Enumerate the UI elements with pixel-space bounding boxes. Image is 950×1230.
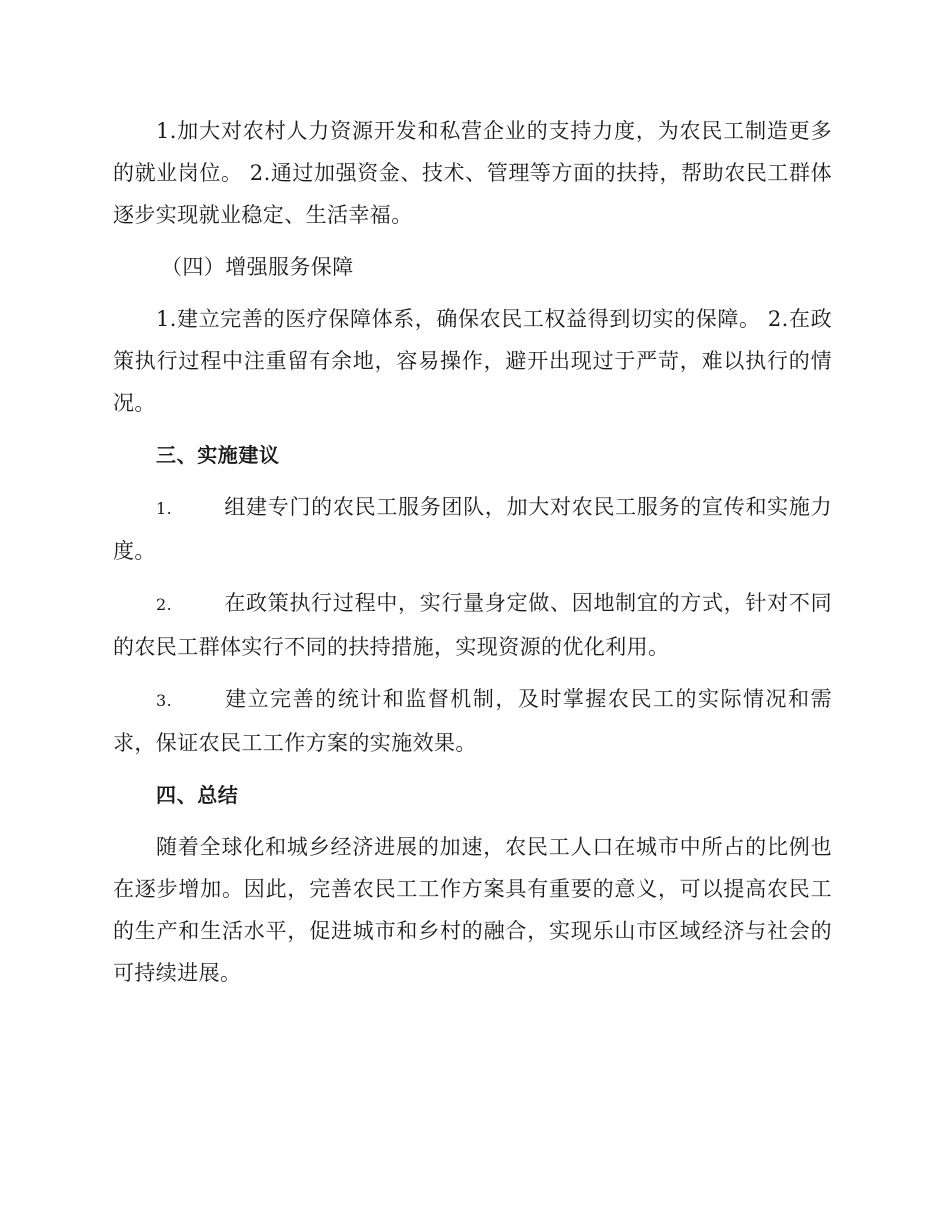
list-item	[113, 582, 832, 668]
paragraph-employment-support: 1.加大对农村人力资源开发和私营企业的支持力度，为农民工制造更多的就业岗位。 2.通过加强资金、技术、管理等方面的扶持，帮助农民工群体逐步实现就业稳定、生活幸福。	[113, 119, 832, 227]
list-item	[113, 486, 832, 572]
list-item	[113, 678, 832, 764]
paragraph-medical-security: 1.建立完善的医疗保障体系，确保农民工权益得到切实的保障。 2.在政策执行过程中注重留有余地，容易操作，避开出现过于严苛，难以执行的情况。	[113, 307, 832, 415]
section-heading-summary: 四、总结	[156, 783, 239, 807]
list-item-text: 组建专门的农民工服务团队，加大对农民工服务的宣传和实施力度。	[113, 495, 832, 563]
paragraph-summary: 随着全球化和城乡经济进展的加速，农民工人口在城市中所占的比例也在逐步增加。因此，完善农民工工作方案具有重要的意义，可以提高农民工的生产和生活水平，促进城市和乡村的融合，实现乐山市区域经济与社会的可持续进展。	[113, 835, 832, 985]
subheading-service-guarantee: （四）增强服务保障	[161, 255, 354, 279]
list-item-text: 建立完善的统计和监督机制，及时掌握农民工的实际情况和需求，保证农民工工作方案的实施效果。	[113, 687, 832, 755]
list-item-text: 在政策执行过程中，实行量身定做、因地制宜的方式，针对不同的农民工群体实行不同的扶持措施，实现资源的优化利用。	[113, 591, 832, 659]
list-item-number: 2.	[156, 595, 173, 614]
list-item-number: 1.	[156, 499, 173, 518]
section-heading-implementation: 三、实施建议	[156, 443, 280, 467]
list-item-number: 3.	[156, 691, 173, 710]
